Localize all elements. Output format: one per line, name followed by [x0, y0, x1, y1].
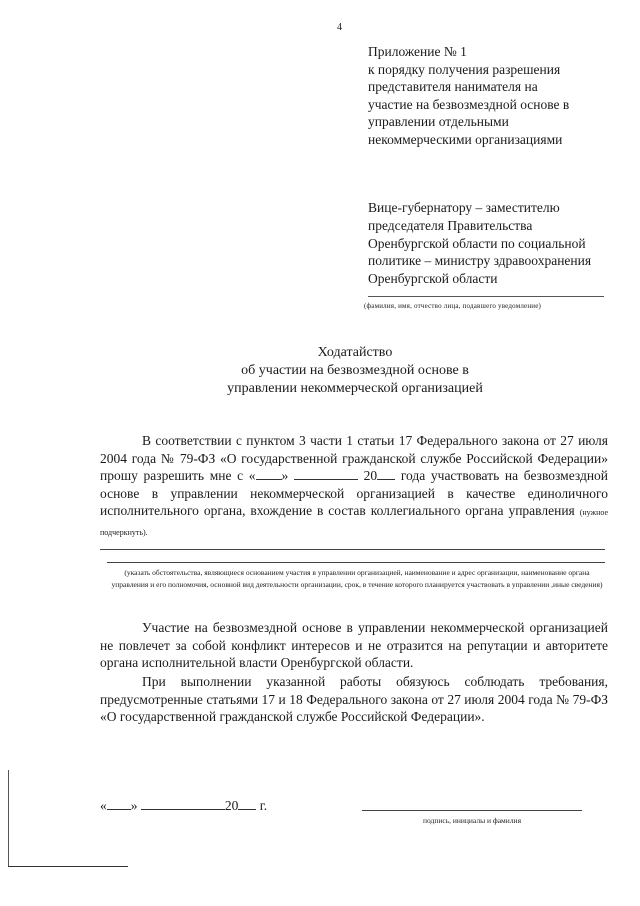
page-number: 4 [337, 22, 342, 33]
sign-year-prefix: 20 [224, 798, 239, 813]
signature-line [362, 810, 582, 811]
month-blank [294, 467, 358, 480]
title-line-2: об участии на безвозмездной основе в [241, 363, 469, 378]
details-caption: (указать обстоятельства, являющиеся основанием участия в управлении организацией, наименование и адрес организации, наименование органа управления и его полномочия, основной вид деятельности организации, срок, в течение которого планируется участвовать в управлении ,иные сведения) [111, 568, 603, 589]
scan-edge-horizontal [8, 866, 128, 867]
addressee-line: Оренбургской области [368, 271, 498, 287]
signature-date [100, 797, 267, 814]
request-text-end: года участвовать на безвозмездной основе в управлении некоммерческой организацией в качестве единоличного исполнительного органа, вхождение в состав коллегиального органа управления [100, 468, 609, 519]
title-line-1: Ходатайство [317, 345, 393, 360]
year-blank [377, 467, 395, 480]
addressee-line: Оренбургской области по социальной [368, 235, 586, 251]
title-line-3: управлении некоммерческой организацией [227, 381, 483, 396]
addressee-line: политике – министру здравоохранения [368, 253, 592, 269]
details-blank-line-2 [107, 562, 605, 563]
fio-blank-line [368, 296, 604, 297]
addressee-line: Вице-губернатору – заместителю [368, 200, 560, 215]
appendix-line: участие на безвозмездной основе в [368, 96, 570, 112]
signature-caption: подпись, инициалы и фамилия [422, 816, 522, 825]
details-blank-line-1 [100, 549, 605, 550]
appendix-header [368, 43, 628, 148]
sign-day-blank [107, 797, 131, 810]
paragraph-request [100, 432, 608, 542]
scan-edge-vertical [8, 770, 9, 866]
sign-month-blank [141, 797, 225, 810]
date-close-quote: » [130, 798, 138, 813]
appendix-line: представителя нанимателя на [368, 79, 538, 94]
appendix-line: управлении отдельными [368, 114, 509, 129]
year-prefix: 20 [363, 468, 378, 484]
date-close-quote: » [281, 468, 289, 484]
paragraph-no-conflict: Участие на безвозмездной основе в управлении некоммерческой организацией не повлечет за собой конфликт интересов и не отразится на репутации и авторитете органа исполнительной власти Оренбургской области. [100, 620, 608, 671]
appendix-line: к порядку получения разрешения [368, 61, 561, 77]
paragraph-obligation: При выполнении указанной работы обязуюсь соблюдать требования, предусмотренные статьями 17 и 18 Федерального закона от 27 июля 2004 года № 79-ФЗ «О государственной гражданской службе Российской Федерации». [100, 674, 608, 725]
fio-caption: (фамилия, имя, отчество лица, подавшего уведомление) [364, 302, 542, 310]
date-open-quote: « [100, 798, 107, 813]
sign-year-blank [238, 797, 256, 810]
underline-note: (нужное подчеркнуть). [100, 508, 608, 537]
addressee-line: председателя Правительства [368, 217, 533, 233]
day-blank [256, 467, 282, 480]
year-suffix: г. [259, 798, 268, 813]
appendix-line: некоммерческими организациями [368, 131, 563, 147]
request-text-start: В соответствии с пунктом 3 части 1 статьи 17 Федерального закона от 27 июля 2004 года № 79-ФЗ «О государственной гражданской службе Российской Федерации» прошу разрешить мне с « [100, 433, 608, 484]
document-title [100, 344, 610, 398]
addressee-block [368, 199, 630, 288]
appendix-line: Приложение № 1 [368, 44, 467, 59]
